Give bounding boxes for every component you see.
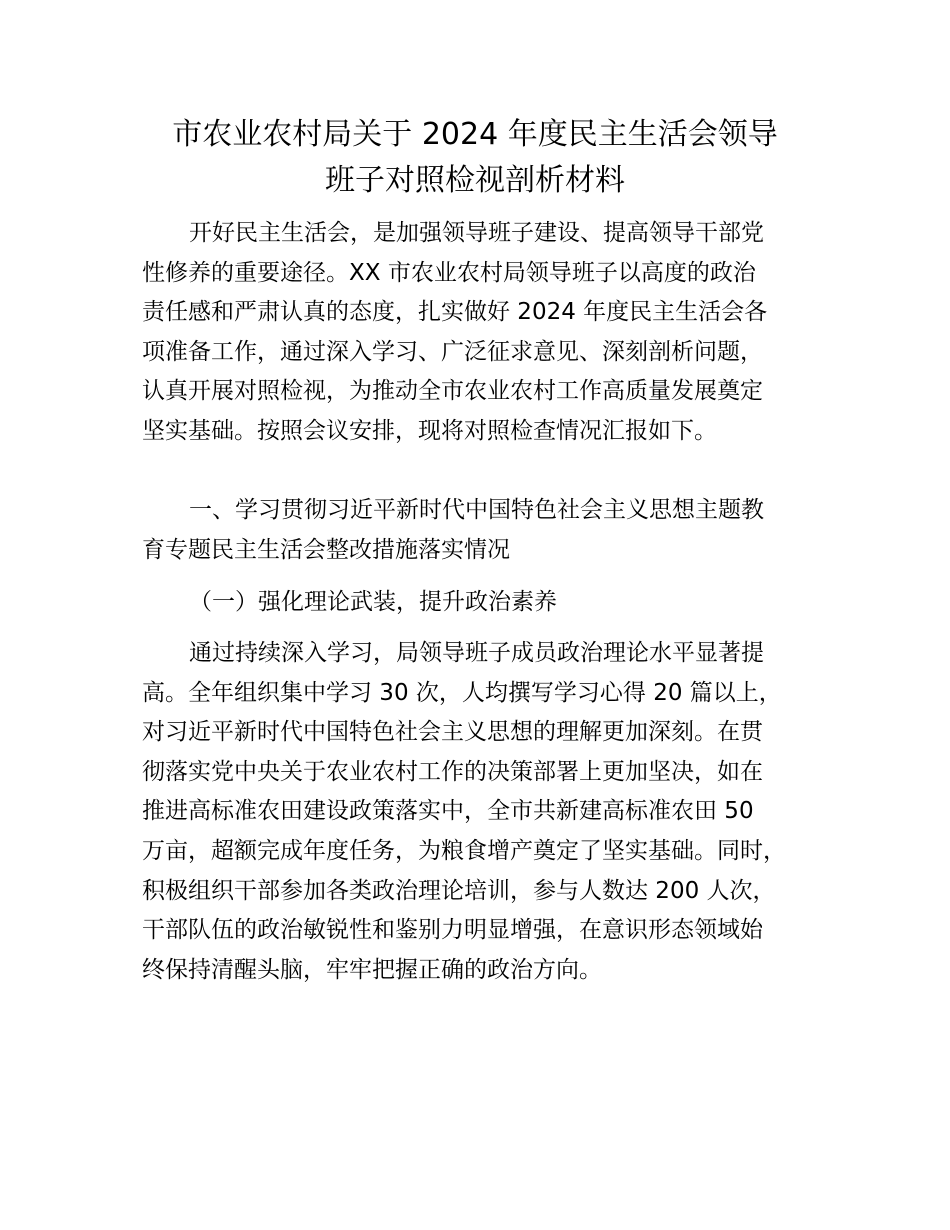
intro-paragraph — [142, 214, 822, 452]
paragraph-line: 性修养的重要途径。XX 市农业农村局领导班子以高度的政治 — [142, 259, 756, 286]
paragraph-line: 终保持清醒头脑，牢牢把握正确的政治方向。 — [142, 956, 602, 983]
paragraph-line: 责任感和严肃认真的态度，扎实做好 2024 年度民主生活会各 — [142, 299, 768, 326]
paragraph-line: 万亩，超额完成年度任务，为粮食增产奠定了坚实基础。同时， — [142, 837, 786, 864]
title-line: 班子对照检视剖析材料 — [325, 163, 625, 198]
paragraph-line: 通过持续深入学习，局领导班子成员政治理论水平显著提 — [189, 640, 764, 666]
title-line: 市农业农村局关于 2024 年度民主生活会领导 — [172, 117, 778, 152]
subsection-paragraph — [142, 634, 822, 990]
subsection-heading — [142, 583, 822, 623]
paragraph-line: 对习近平新时代中国特色社会主义思想的理解更加深刻。在贯 — [142, 719, 763, 746]
paragraph-line: 坚实基础。按照会议安排，现将对照检查情况汇报如下。 — [142, 417, 717, 444]
document-title — [100, 112, 850, 204]
heading-line: （一）强化理论武装，提升政治素养 — [189, 589, 557, 615]
paragraph-line: 推进高标准农田建设政策落实中，全市共新建高标准农田 50 — [142, 798, 754, 825]
paragraph-line: 彻落实党中央关于农业农村工作的决策部署上更加坚决，如在 — [142, 758, 763, 785]
paragraph-line: 积极组织干部参加各类政治理论培训，参与人数达 200 人次， — [142, 877, 776, 904]
heading-line: 一、学习贯彻习近平新时代中国特色社会主义思想主题教 — [189, 497, 764, 523]
heading-line: 育专题民主生活会整改措施落实情况 — [142, 536, 510, 563]
paragraph-line: 认真开展对照检视，为推动全市农业农村工作高质量发展奠定 — [142, 378, 763, 405]
section-heading — [142, 491, 822, 570]
paragraph-line: 项准备工作，通过深入学习、广泛征求意见、深刻剖析问题， — [142, 338, 763, 365]
paragraph-line: 高。全年组织集中学习 30 次，人均撰写学习心得 20 篇以上， — [142, 679, 782, 706]
paragraph-line: 开好民主生活会，是加强领导班子建设、提高领导干部党 — [189, 220, 764, 246]
paragraph-line: 干部队伍的政治敏锐性和鉴别力明显增强，在意识形态领域始 — [142, 917, 763, 944]
